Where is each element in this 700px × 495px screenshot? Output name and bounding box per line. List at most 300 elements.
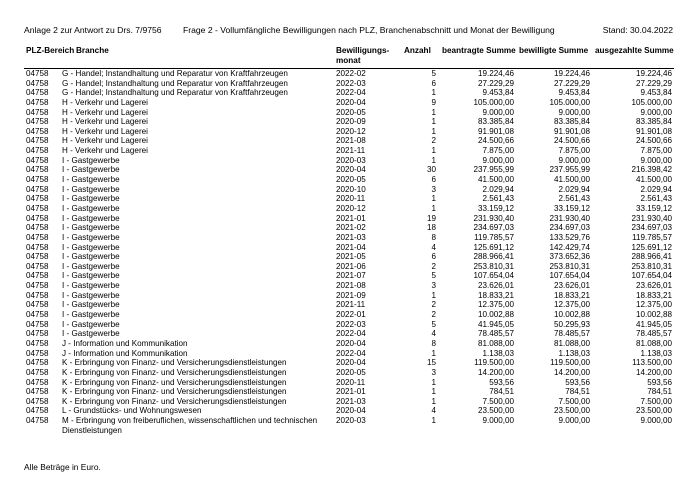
cell-beantragt: 2.029,94 [482, 184, 514, 194]
column-header-plz: PLZ-Bereich [26, 46, 75, 55]
cell-anzahl: 6 [431, 78, 436, 88]
table-row [24, 146, 674, 156]
document-reference: Anlage 2 zur Antwort zu Drs. 7/9756 [24, 25, 162, 35]
cell-plz: 04758 [26, 338, 49, 348]
cell-anzahl: 1 [431, 377, 436, 387]
cell-branche: H - Verkehr und Lagerei [62, 136, 148, 146]
cell-monat: 2020-03 [336, 416, 366, 426]
cell-beantragt: 784,51 [489, 387, 514, 397]
cell-beantragt: 33.159,12 [477, 203, 514, 213]
footnote: Alle Beträge in Euro. [24, 462, 101, 472]
cell-bewilligt: 119.500,00 [550, 358, 590, 368]
cell-anzahl: 1 [431, 396, 436, 406]
cell-bewilligt: 784,51 [565, 387, 590, 397]
table-row [24, 262, 674, 272]
cell-bewilligt: 50.295,93 [553, 319, 590, 329]
cell-branche: I - Gastgewerbe [62, 184, 120, 194]
cell-beantragt: 83.385,84 [477, 117, 514, 127]
cell-plz: 04758 [26, 329, 49, 339]
cell-plz: 04758 [26, 310, 49, 320]
table-row [24, 117, 674, 127]
cell-plz: 04758 [26, 290, 49, 300]
cell-beantragt: 24.500,66 [477, 136, 514, 146]
cell-ausgezahlt: 23.500,00 [635, 406, 672, 416]
cell-ausgezahlt: 288.966,41 [631, 252, 672, 262]
cell-plz: 04758 [26, 117, 49, 127]
table-row [24, 136, 674, 146]
cell-bewilligt: 24.500,66 [553, 136, 590, 146]
cell-anzahl: 3 [431, 184, 436, 194]
table-row [24, 108, 674, 118]
table-row [24, 339, 674, 349]
cell-anzahl: 1 [431, 194, 436, 204]
cell-plz: 04758 [26, 184, 49, 194]
cell-monat: 2020-11 [336, 194, 366, 204]
cell-beantragt: 18.833,21 [477, 290, 514, 300]
table-row [24, 397, 674, 407]
cell-branche: L - Grundstücks- und Wohnungswesen [62, 406, 202, 416]
cell-bewilligt: 253.810,31 [549, 261, 590, 271]
cell-beantragt: 107.654,04 [473, 271, 514, 281]
cell-ausgezahlt: 33.159,12 [635, 203, 672, 213]
cell-bewilligt: 9.000,00 [558, 416, 590, 426]
cell-beantragt: 41.945,05 [477, 319, 514, 329]
cell-plz: 04758 [26, 136, 49, 146]
column-header-anzahl: Anzahl [404, 46, 431, 55]
cell-monat: 2021-03 [336, 232, 366, 242]
cell-beantragt: 14.200,00 [477, 367, 514, 377]
cell-branche: H - Verkehr und Lagerei [62, 97, 148, 107]
cell-anzahl: 3 [431, 281, 436, 291]
cell-beantragt: 27.229,29 [477, 78, 514, 88]
table-row [24, 165, 674, 175]
cell-anzahl: 1 [431, 155, 436, 165]
cell-monat: 2020-04 [336, 358, 366, 368]
cell-ausgezahlt: 10.002,88 [635, 310, 672, 320]
cell-beantragt: 234.697,03 [473, 223, 514, 233]
cell-bewilligt: 234.697,03 [549, 223, 590, 233]
cell-anzahl: 4 [431, 406, 436, 416]
table-row [24, 194, 674, 204]
column-header-ausgezahlt: ausgezahlte Summe [595, 46, 674, 55]
cell-monat: 2020-04 [336, 97, 366, 107]
table-row [24, 387, 674, 397]
column-header-monat: Bewilligungs- monat [336, 46, 390, 65]
cell-monat: 2021-08 [336, 281, 366, 291]
cell-monat: 2020-10 [336, 184, 366, 194]
cell-anzahl: 1 [431, 348, 436, 358]
cell-monat: 2021-11 [336, 300, 366, 310]
cell-branche: I - Gastgewerbe [62, 232, 120, 242]
cell-anzahl: 18 [426, 223, 436, 233]
cell-ausgezahlt: 107.654,04 [631, 271, 672, 281]
cell-bewilligt: 373.652,36 [549, 252, 590, 262]
cell-monat: 2022-03 [336, 78, 366, 88]
cell-anzahl: 5 [431, 69, 436, 78]
cell-ausgezahlt: 24.500,66 [635, 136, 672, 146]
cell-ausgezahlt: 83.385,84 [635, 117, 672, 127]
cell-ausgezahlt: 91.901,08 [635, 126, 672, 136]
cell-monat: 2020-12 [336, 126, 366, 136]
cell-branche: K - Erbringung von Finanz- und Versicherungsdienstleistungen [62, 367, 287, 377]
cell-bewilligt: 91.901,08 [553, 126, 590, 136]
column-header-beantragt: beantragte Summe [442, 46, 516, 55]
cell-ausgezahlt: 253.810,31 [631, 261, 672, 271]
cell-monat: 2022-01 [336, 310, 366, 320]
table-row [24, 233, 674, 243]
table-row [24, 368, 674, 378]
cell-ausgezahlt: 14.200,00 [635, 367, 672, 377]
cell-plz: 04758 [26, 377, 49, 387]
cell-monat: 2020-05 [336, 367, 366, 377]
cell-monat: 2021-09 [336, 290, 366, 300]
cell-anzahl: 1 [431, 387, 436, 397]
cell-beantragt: 10.002,88 [477, 310, 514, 320]
cell-beantragt: 7.875,00 [482, 146, 514, 156]
cell-ausgezahlt: 9.000,00 [640, 155, 672, 165]
cell-anzahl: 5 [431, 271, 436, 281]
cell-branche: I - Gastgewerbe [62, 319, 120, 329]
cell-branche: K - Erbringung von Finanz- und Versicherungsdienstleistungen [62, 396, 287, 406]
cell-monat: 2021-08 [336, 136, 366, 146]
cell-plz: 04758 [26, 155, 49, 165]
cell-beantragt: 593,56 [489, 377, 514, 387]
cell-bewilligt: 7.500,00 [558, 396, 590, 406]
cell-bewilligt: 83.385,84 [553, 117, 590, 127]
cell-branche: I - Gastgewerbe [62, 300, 120, 310]
cell-monat: 2020-09 [336, 117, 366, 127]
cell-plz: 04758 [26, 387, 49, 397]
cell-bewilligt: 19.224,46 [553, 69, 590, 78]
table-row [24, 127, 674, 137]
table-row [24, 378, 674, 388]
cell-plz: 04758 [26, 396, 49, 406]
cell-anzahl: 19 [426, 213, 436, 223]
cell-ausgezahlt: 216.398,42 [631, 165, 672, 175]
cell-ausgezahlt: 234.697,03 [631, 223, 672, 233]
column-header-bewilligt: bewilligte Summe [519, 46, 589, 55]
table-row [24, 79, 674, 89]
cell-branche: I - Gastgewerbe [62, 329, 120, 339]
table-row [24, 69, 674, 79]
cell-bewilligt: 14.200,00 [553, 367, 590, 377]
cell-anzahl: 2 [431, 261, 436, 271]
cell-plz: 04758 [26, 203, 49, 213]
cell-ausgezahlt: 81.088,00 [635, 338, 672, 348]
cell-bewilligt: 2.029,94 [558, 184, 590, 194]
cell-bewilligt: 9.000,00 [558, 155, 590, 165]
cell-branche: H - Verkehr und Lagerei [62, 126, 148, 136]
cell-bewilligt: 12.375,00 [553, 300, 590, 310]
cell-beantragt: 288.966,41 [473, 252, 514, 262]
cell-monat: 2022-04 [336, 348, 366, 358]
cell-branche: K - Erbringung von Finanz- und Versicherungsdienstleistungen [62, 358, 287, 368]
cell-ausgezahlt: 9.000,00 [640, 416, 672, 426]
cell-bewilligt: 81.088,00 [553, 338, 590, 348]
cell-anzahl: 1 [431, 126, 436, 136]
cell-branche: I - Gastgewerbe [62, 242, 120, 252]
cell-bewilligt: 9.453,84 [558, 88, 590, 98]
cell-bewilligt: 237.955,99 [549, 165, 590, 175]
cell-monat: 2021-07 [336, 271, 366, 281]
cell-plz: 04758 [26, 223, 49, 233]
cell-branche: I - Gastgewerbe [62, 203, 120, 213]
table-row [24, 175, 674, 185]
cell-plz: 04758 [26, 146, 49, 156]
cell-plz: 04758 [26, 406, 49, 416]
cell-anzahl: 8 [431, 232, 436, 242]
cell-ausgezahlt: 2.561,43 [640, 194, 672, 204]
cell-beantragt: 81.088,00 [477, 338, 514, 348]
cell-beantragt: 23.500,00 [477, 406, 514, 416]
cell-branche: M - Erbringung von freiberuflichen, wissenschaftlichen und technischen Dienstleistungen [62, 416, 318, 435]
table-row [24, 320, 674, 330]
cell-beantragt: 12.375,00 [477, 300, 514, 310]
cell-bewilligt: 593,56 [565, 377, 590, 387]
cell-monat: 2021-06 [336, 261, 366, 271]
cell-monat: 2020-11 [336, 377, 366, 387]
cell-monat: 2021-02 [336, 223, 366, 233]
cell-anzahl: 2 [431, 300, 436, 310]
cell-anzahl: 6 [431, 252, 436, 262]
cell-anzahl: 8 [431, 338, 436, 348]
cell-monat: 2022-04 [336, 329, 366, 339]
cell-monat: 2021-05 [336, 252, 366, 262]
cell-ausgezahlt: 27.229,29 [635, 78, 672, 88]
cell-ausgezahlt: 9.453,84 [640, 88, 672, 98]
cell-branche: G - Handel; Instandhaltung und Reparatur von Kraftfahrzeugen [62, 78, 288, 88]
cell-branche: I - Gastgewerbe [62, 223, 120, 233]
cell-ausgezahlt: 41.945,05 [635, 319, 672, 329]
cell-plz: 04758 [26, 107, 49, 117]
cell-plz: 04758 [26, 367, 49, 377]
cell-anzahl: 4 [431, 242, 436, 252]
cell-anzahl: 6 [431, 175, 436, 185]
table-row [24, 185, 674, 195]
cell-branche: I - Gastgewerbe [62, 155, 120, 165]
table-row [24, 243, 674, 253]
cell-plz: 04758 [26, 213, 49, 223]
cell-bewilligt: 78.485,57 [553, 329, 590, 339]
cell-branche: I - Gastgewerbe [62, 290, 120, 300]
table-row [24, 214, 674, 224]
table-row [24, 223, 674, 233]
cell-bewilligt: 10.002,88 [553, 310, 590, 320]
cell-plz: 04758 [26, 319, 49, 329]
cell-branche: I - Gastgewerbe [62, 261, 120, 271]
cell-anzahl: 1 [431, 107, 436, 117]
cell-branche: I - Gastgewerbe [62, 175, 120, 185]
cell-beantragt: 9.000,00 [482, 155, 514, 165]
cell-beantragt: 1.138,03 [482, 348, 514, 358]
cell-bewilligt: 27.229,29 [553, 78, 590, 88]
cell-ausgezahlt: 78.485,57 [635, 329, 672, 339]
cell-branche: J - Information und Kommunikation [62, 338, 188, 348]
table-header [24, 46, 674, 69]
cell-beantragt: 23.626,01 [477, 281, 514, 291]
cell-plz: 04758 [26, 358, 49, 368]
table-row [24, 156, 674, 166]
cell-bewilligt: 18.833,21 [553, 290, 590, 300]
cell-bewilligt: 41.500,00 [553, 175, 590, 185]
cell-beantragt: 91.901,08 [477, 126, 514, 136]
cell-ausgezahlt: 1.138,03 [640, 348, 672, 358]
cell-bewilligt: 2.561,43 [558, 194, 590, 204]
cell-bewilligt: 231.930,40 [549, 213, 590, 223]
table-row [24, 271, 674, 281]
cell-ausgezahlt: 7.875,00 [640, 146, 672, 156]
cell-monat: 2020-04 [336, 165, 366, 175]
table-row [24, 300, 674, 310]
cell-branche: H - Verkehr und Lagerei [62, 107, 148, 117]
cell-monat: 2021-01 [336, 387, 366, 397]
cell-branche: G - Handel; Instandhaltung und Reparatur von Kraftfahrzeugen [62, 69, 288, 78]
cell-bewilligt: 1.138,03 [558, 348, 590, 358]
cell-plz: 04758 [26, 165, 49, 175]
cell-beantragt: 41.500,00 [477, 175, 514, 185]
cell-bewilligt: 9.000,00 [558, 107, 590, 117]
table-row [24, 291, 674, 301]
cell-ausgezahlt: 784,51 [647, 387, 672, 397]
cell-plz: 04758 [26, 300, 49, 310]
cell-monat: 2020-05 [336, 107, 366, 117]
cell-plz: 04758 [26, 97, 49, 107]
cell-branche: I - Gastgewerbe [62, 213, 120, 223]
cell-beantragt: 237.955,99 [473, 165, 514, 175]
cell-monat: 2022-04 [336, 88, 366, 98]
cell-plz: 04758 [26, 281, 49, 291]
cell-bewilligt: 7.875,00 [558, 146, 590, 156]
cell-beantragt: 78.485,57 [477, 329, 514, 339]
cell-monat: 2021-11 [336, 146, 366, 156]
cell-plz: 04758 [26, 261, 49, 271]
cell-ausgezahlt: 41.500,00 [635, 175, 672, 185]
table-row [24, 98, 674, 108]
cell-ausgezahlt: 231.930,40 [631, 213, 672, 223]
cell-anzahl: 1 [431, 203, 436, 213]
cell-ausgezahlt: 113.500,00 [632, 358, 672, 368]
table-body [24, 69, 674, 435]
cell-ausgezahlt: 19.224,46 [635, 69, 672, 78]
cell-beantragt: 2.561,43 [482, 194, 514, 204]
cell-bewilligt: 133.529,76 [549, 232, 590, 242]
cell-bewilligt: 23.500,00 [553, 406, 590, 416]
cell-monat: 2021-04 [336, 242, 366, 252]
cell-anzahl: 1 [431, 416, 436, 426]
cell-branche: I - Gastgewerbe [62, 281, 120, 291]
table-row [24, 252, 674, 262]
cell-beantragt: 119.785,57 [474, 232, 514, 242]
cell-beantragt: 19.224,46 [477, 69, 514, 78]
cell-monat: 2020-03 [336, 155, 366, 165]
cell-branche: H - Verkehr und Lagerei [62, 146, 148, 156]
cell-anzahl: 15 [426, 358, 436, 368]
cell-plz: 04758 [26, 232, 49, 242]
table-row [24, 349, 674, 359]
cell-plz: 04758 [26, 78, 49, 88]
document-title: Frage 2 - Vollumfängliche Bewilligungen nach PLZ, Branchenabschnitt und Monat der Bewilligung [183, 25, 555, 35]
cell-plz: 04758 [26, 252, 49, 262]
cell-beantragt: 9.000,00 [482, 416, 514, 426]
cell-anzahl: 1 [431, 88, 436, 98]
table-row [24, 406, 674, 416]
cell-plz: 04758 [26, 194, 49, 204]
cell-branche: I - Gastgewerbe [62, 310, 120, 320]
cell-ausgezahlt: 18.833,21 [635, 290, 672, 300]
cell-ausgezahlt: 7.500,00 [640, 396, 672, 406]
table-row [24, 310, 674, 320]
cell-plz: 04758 [26, 348, 49, 358]
cell-bewilligt: 33.159,12 [553, 203, 590, 213]
cell-ausgezahlt: 2.029,94 [640, 184, 672, 194]
table-row [24, 329, 674, 339]
cell-beantragt: 105.000,00 [473, 97, 514, 107]
cell-plz: 04758 [26, 416, 49, 426]
cell-anzahl: 30 [426, 165, 436, 175]
cell-plz: 04758 [26, 242, 49, 252]
cell-beantragt: 119.500,00 [474, 358, 514, 368]
cell-branche: H - Verkehr und Lagerei [62, 117, 148, 127]
cell-monat: 2022-02 [336, 69, 366, 78]
cell-anzahl: 2 [431, 136, 436, 146]
cell-branche: J - Information und Kommunikation [62, 348, 188, 358]
cell-monat: 2020-04 [336, 338, 366, 348]
cell-anzahl: 1 [431, 117, 436, 127]
cell-anzahl: 2 [431, 310, 436, 320]
table-row [24, 416, 674, 435]
cell-beantragt: 231.930,40 [473, 213, 514, 223]
cell-anzahl: 9 [431, 97, 436, 107]
cell-branche: K - Erbringung von Finanz- und Versicherungsdienstleistungen [62, 387, 287, 397]
cell-branche: I - Gastgewerbe [62, 271, 120, 281]
column-header-branche: Branche [76, 46, 109, 55]
cell-beantragt: 9.453,84 [482, 88, 514, 98]
cell-plz: 04758 [26, 126, 49, 136]
cell-anzahl: 4 [431, 329, 436, 339]
cell-ausgezahlt: 9.000,00 [640, 107, 672, 117]
cell-branche: I - Gastgewerbe [62, 252, 120, 262]
cell-ausgezahlt: 12.375,00 [635, 300, 672, 310]
table-row [24, 281, 674, 291]
cell-branche: K - Erbringung von Finanz- und Versicherungsdienstleistungen [62, 377, 287, 387]
cell-monat: 2020-04 [336, 406, 366, 416]
cell-plz: 04758 [26, 69, 49, 78]
cell-beantragt: 9.000,00 [482, 107, 514, 117]
cell-beantragt: 7.500,00 [482, 396, 514, 406]
cell-monat: 2022-03 [336, 319, 366, 329]
document-date: Stand: 30.04.2022 [602, 25, 673, 35]
cell-bewilligt: 105.000,00 [549, 97, 590, 107]
cell-beantragt: 125.691,12 [473, 242, 514, 252]
cell-monat: 2020-12 [336, 203, 366, 213]
cell-branche: G - Handel; Instandhaltung und Reparatur von Kraftfahrzeugen [62, 88, 288, 98]
cell-ausgezahlt: 23.626,01 [635, 281, 672, 291]
cell-plz: 04758 [26, 175, 49, 185]
cell-bewilligt: 142.429,74 [549, 242, 590, 252]
cell-plz: 04758 [26, 271, 49, 281]
cell-anzahl: 5 [431, 319, 436, 329]
cell-ausgezahlt: 593,56 [647, 377, 672, 387]
cell-branche: I - Gastgewerbe [62, 165, 120, 175]
cell-anzahl: 1 [431, 290, 436, 300]
cell-monat: 2021-03 [336, 396, 366, 406]
cell-ausgezahlt: 125.691,12 [631, 242, 672, 252]
cell-anzahl: 3 [431, 367, 436, 377]
cell-branche: I - Gastgewerbe [62, 194, 120, 204]
cell-plz: 04758 [26, 88, 49, 98]
cell-monat: 2020-05 [336, 175, 366, 185]
cell-monat: 2021-01 [336, 213, 366, 223]
